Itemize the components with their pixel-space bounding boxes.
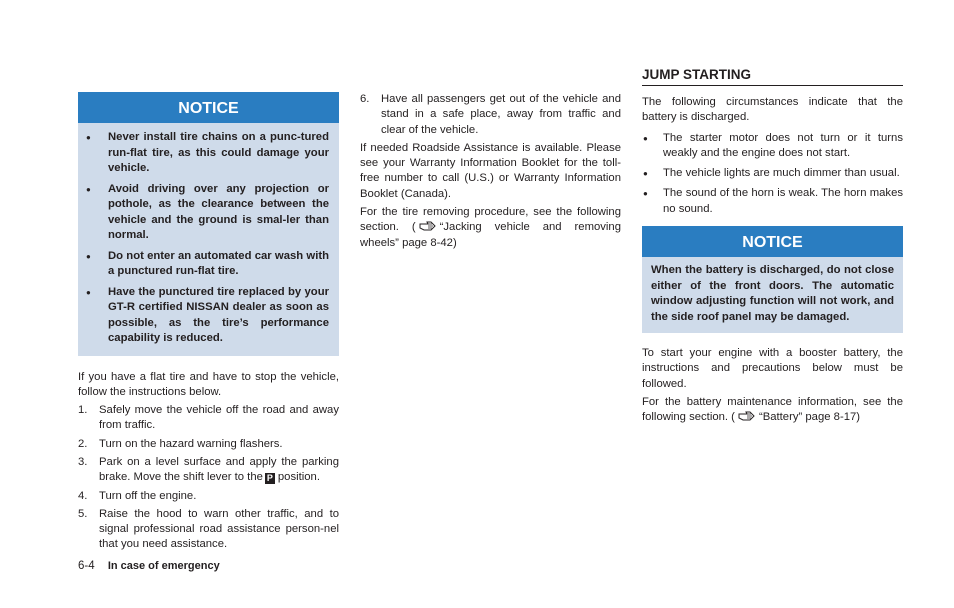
flat-tire-steps [78,403,339,553]
reference-link-text[interactable]: “Battery” page 8-17) [758,411,861,424]
notice-list [78,123,339,347]
flat-tire-intro: If you have a flat tire and have to stop the vehicle, follow the instructions below. [78,370,339,398]
chapter-name: In case of emergency [107,560,220,572]
step-text: Raise the hood to warn other traffic, and to signal professional road assistance person-nel that you need assistance. [99,507,339,551]
middle-column [360,92,621,251]
step-text: Turn off the engine. [99,489,197,502]
step-item [78,507,339,553]
notice-item: ● Never install tire chains on a punc-tured run-flat tire, as this could damage your vehicle. [78,130,329,177]
flat-tire-steps-continued [360,92,621,138]
notice-item: ● Avoid driving over any projection or pothole, as the clearance between the vehicle and the ground is smal-ler than normal. [78,182,329,244]
notice-box-battery [642,226,903,333]
battery-reference [642,395,903,426]
jump-start-intro: The following circumstances indicate that the battery is discharged. [642,96,903,124]
park-position-icon: P [266,473,273,484]
booster-battery-text: To start your engine with a booster battery, the instructions and precautions below must be followed. [642,347,903,390]
step-number: 1. [78,404,88,417]
step-number: 4. [78,489,88,502]
step-text: Park on a level surface and apply the parking brake. Move the shift lever to the [99,455,339,484]
step-number: 3. [78,455,88,468]
reference-text: For the battery maintenance information, see the following section. ( [642,395,903,424]
step-number: 5. [78,507,88,520]
notice-title: NOTICE [78,92,339,123]
step-item [78,455,339,486]
tire-removal-reference [360,205,621,251]
step-item [78,437,339,452]
reference-text: For the tire removing procedure, see the following section. ( [360,206,621,234]
notice-title: NOTICE [642,226,903,257]
pointing-hand-icon [738,410,756,422]
step-item [78,489,339,504]
notice-item: ● Do not enter an automated car wash with a punctured run-flat tire. [78,249,329,280]
page-footer [78,560,220,572]
roadside-assistance-text: If needed Roadside Assistance is available. Please see your Warranty Information Booklet for the toll-free number to call (U.S.) or Warranty Information Booklet (Canada). [360,141,621,200]
reference-link-text[interactable]: “Jacking vehicle and removing wheels” page 8-42) [360,221,621,249]
step-number: 2. [78,437,88,450]
list-item: ● The vehicle lights are much dimmer than usual. [642,166,903,181]
step-number: 6. [360,93,370,105]
step-text: Safely move the vehicle off the road and away from traffic. [99,404,339,432]
step-item [78,403,339,434]
left-column [78,92,339,553]
notice-text: When the battery is discharged, do not close either of the front doors. The automatic window adjusting function will not work, and the side roof panel may be damaged. [651,264,894,323]
list-item: ● The sound of the horn is weak. The horn makes no sound. [642,186,903,217]
step-text: position. [277,471,320,484]
pointing-hand-icon [419,220,437,232]
page-number: 6-4 [78,560,95,572]
step-item [360,92,621,138]
step-text: Have all passengers get out of the vehicle and stand in a safe place, away from traffic and clear of the vehicle. [381,93,621,136]
step-text: Turn on the hazard warning flashers. [99,437,283,450]
list-item: ● The starter motor does not turn or it turns weakly and the engine does not start. [642,131,903,162]
discharge-symptoms-list [642,131,903,217]
section-title: JUMP STARTING [642,67,903,86]
notice-item: ● Have the punctured tire replaced by your GT-R certified NISSAN dealer as soon as possible, as the tire’s performance capability is reduced. [78,285,329,347]
right-column [642,67,903,426]
notice-box-tire-chains [78,92,339,356]
